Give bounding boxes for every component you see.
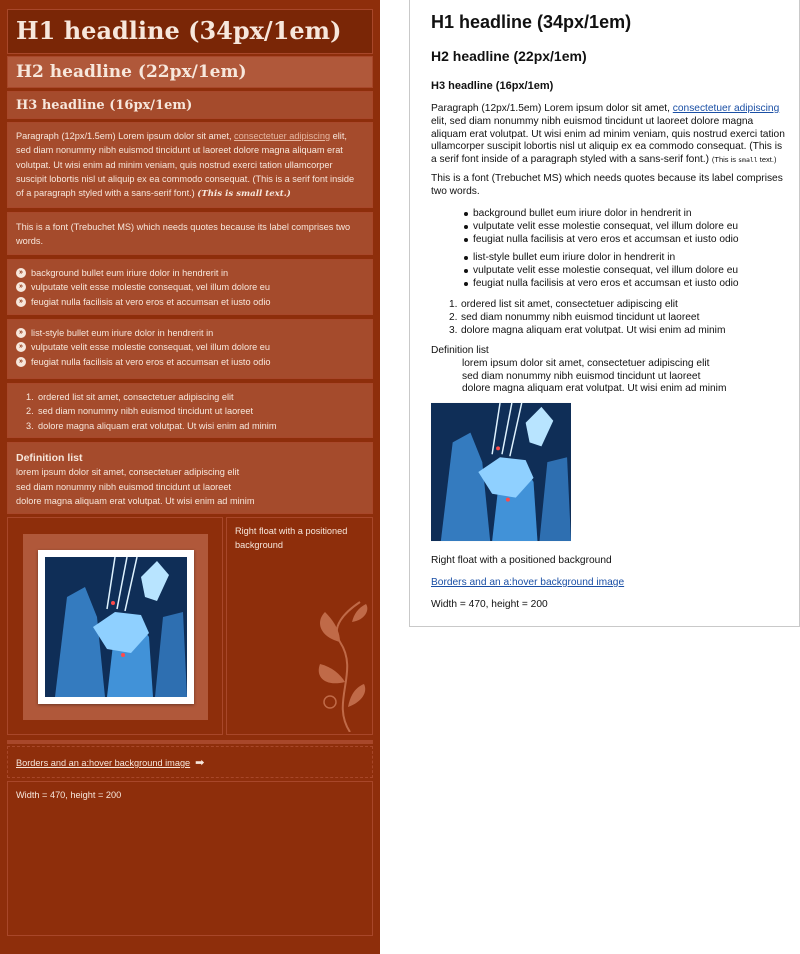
image-frame bbox=[23, 534, 208, 720]
h3-headline: H3 headline (16px/1em) bbox=[431, 80, 554, 92]
paragraph bbox=[7, 122, 373, 208]
list-item: » feugiat nulla facilisis at vero eros et accumsan et iusto odio bbox=[16, 295, 364, 309]
ordered-list bbox=[7, 383, 373, 438]
list-item: list-style bullet eum iriure dolor in hendrerit in bbox=[431, 252, 761, 265]
bullet-dot-icon bbox=[464, 238, 468, 242]
list-item: vulputate velit esse molestie consequat, vel illum dolore eu bbox=[431, 221, 761, 234]
list-item: feugiat nulla facilisis at vero eros et accumsan et iusto odio bbox=[431, 278, 761, 291]
bullet-dot-icon bbox=[464, 225, 468, 229]
circled-double-chevron-icon: » bbox=[16, 297, 26, 307]
borders-link-box bbox=[7, 746, 373, 778]
definition-list bbox=[431, 345, 726, 396]
float-text: Right float with a positioned background bbox=[235, 526, 348, 550]
ordered-list bbox=[431, 299, 761, 337]
dental-xray-image bbox=[431, 402, 571, 542]
list-item: 2. sed diam nonummy nibh euismod tincidunt ut laoreet bbox=[26, 406, 254, 417]
trebuchet-paragraph: This is a font (Trebuchet MS) which needs quotes because its label comprises two words. bbox=[431, 173, 783, 197]
list-item: 1. ordered list sit amet, consectetuer adipiscing elit bbox=[26, 392, 234, 402]
list-style-bullet-list bbox=[431, 252, 761, 290]
list-item: » background bullet eum iriure dolor in hendrerit in bbox=[16, 266, 364, 280]
h2-headline: H2 headline (22px/1em) bbox=[7, 56, 373, 88]
image bbox=[431, 402, 571, 547]
width-text: Width = 470, height = 200 bbox=[431, 599, 548, 610]
paragraph-link[interactable]: consectetuer adipiscing bbox=[672, 103, 780, 114]
definition-description: lorem ipsum dolor sit amet, consectetuer adipiscing elit bbox=[462, 357, 710, 369]
list-item: » list-style bullet eum iriure dolor in hendrerit in bbox=[16, 326, 364, 340]
paragraph-link[interactable]: consectetuer adipiscing bbox=[234, 131, 331, 141]
h2-headline: H2 headline (22px/1em) bbox=[431, 48, 587, 64]
circled-double-chevron-icon: » bbox=[16, 282, 26, 292]
small-text: (This is small text.) bbox=[711, 155, 777, 165]
list-item: vulputate velit esse molestie consequat, vel illum dolore eu bbox=[431, 265, 761, 278]
background-bullet-list bbox=[431, 208, 761, 246]
trebuchet-paragraph: This is a font (Trebuchet MS) which needs quotes because its label comprises two words. bbox=[7, 212, 373, 255]
paragraph-text: Paragraph (12px/1.5em) Lorem ipsum dolor sit amet, bbox=[16, 131, 235, 141]
divider bbox=[7, 740, 373, 744]
list-item: » feugiat nulla facilisis at vero eros et accumsan et iusto odio bbox=[16, 355, 364, 369]
borders-link[interactable]: Borders and an a:hover background image bbox=[16, 758, 191, 768]
bullet-dot-icon bbox=[464, 282, 468, 286]
bullet-dot-icon bbox=[464, 269, 468, 273]
borders-link[interactable]: Borders and an a:hover background image bbox=[431, 577, 625, 588]
list-item: 2. sed diam nonummy nibh euismod tincidunt ut laoreet bbox=[449, 311, 700, 323]
definition-description: dolore magna aliquam erat volutpat. Ut wisi enim ad minim bbox=[16, 495, 255, 506]
bullet-dot-icon bbox=[464, 212, 468, 216]
circled-double-chevron-icon: » bbox=[16, 268, 26, 278]
unstyled-preview-panel bbox=[409, 0, 800, 627]
h3-headline: H3 headline (16px/1em) bbox=[7, 91, 373, 119]
paragraph: Paragraph (12px/1.5em) Lorem ipsum dolor sit amet, consectetuer adipiscing elit, sed diam nonummy nibh euismod tincidunt ut laoreet dolore magna aliquam erat volutpat. Ut wisi enim ad minim veniam, quis nostrud exerci tation ullamcorper suscipit lobortis nisl ut aliquip ex ea commodo consequat. (This is a serif font inside of a paragraph styled with a sans-serif font.) (This is small text.) bbox=[431, 103, 785, 166]
list-item: feugiat nulla facilisis at vero eros et accumsan et iusto odio bbox=[431, 234, 761, 247]
h1-headline: H1 headline (34px/1em) bbox=[7, 9, 373, 54]
list-item: » vulputate velit esse molestie consequat, vel illum dolore eu bbox=[16, 340, 364, 354]
list-item: 3. dolore magna aliquam erat volutpat. Ut wisi enim ad minim bbox=[26, 420, 277, 431]
list-item: 3. dolore magna aliquam erat volutpat. Ut wisi enim ad minim bbox=[449, 324, 726, 336]
paragraph-text-rest: elit, sed diam nonummy nibh euismod tincidunt ut laoreet dolore magna aliquam erat volutpat. Ut wisi enim ad minim veniam, quis nostrud exerci tation ullamcorper suscipit lobortis nisl ut aliquip ex ea commodo consequat. (This is a serif font inside of a paragraph styled with a sans-serif font.) bbox=[16, 131, 355, 199]
image-border bbox=[38, 550, 194, 704]
right-arrow-icon: ➡ bbox=[195, 757, 205, 769]
bullet-dot-icon bbox=[464, 256, 468, 260]
width-text: Width = 470, height = 200 bbox=[16, 790, 122, 800]
definition-description: dolore magna aliquam erat volutpat. Ut wisi enim ad minim bbox=[462, 383, 727, 395]
list-item: » vulputate velit esse molestie consequat, vel illum dolore eu bbox=[16, 280, 364, 294]
floral-ornament-icon bbox=[290, 592, 370, 732]
circled-double-chevron-icon: » bbox=[16, 357, 26, 367]
circled-double-chevron-icon: » bbox=[16, 342, 26, 352]
float-text: Right float with a positioned background bbox=[431, 555, 612, 566]
definition-description: lorem ipsum dolor sit amet, consectetuer adipiscing elit bbox=[16, 467, 240, 478]
circled-double-chevron-icon: » bbox=[16, 328, 26, 338]
list-item: 1. ordered list sit amet, consectetuer adipiscing elit bbox=[449, 299, 678, 310]
h1-headline: H1 headline (34px/1em) bbox=[431, 12, 632, 32]
right-float-box bbox=[226, 517, 373, 735]
image-container bbox=[7, 517, 223, 735]
definition-term: Definition list bbox=[16, 452, 83, 464]
definition-term: Definition list bbox=[431, 345, 489, 356]
list-item: background bullet eum iriure dolor in hendrerit in bbox=[431, 208, 761, 221]
background-bullet-list bbox=[7, 259, 373, 315]
definition-description: sed diam nonummy nibh euismod tincidunt ut laoreet bbox=[462, 370, 701, 382]
width-box bbox=[7, 781, 373, 936]
styled-preview-panel bbox=[0, 0, 380, 954]
dental-xray-image bbox=[45, 557, 187, 697]
small-text: (This is small text.) bbox=[197, 189, 291, 200]
definition-list bbox=[7, 442, 373, 514]
list-style-bullet-list bbox=[7, 319, 373, 379]
definition-description: sed diam nonummy nibh euismod tincidunt ut laoreet bbox=[16, 481, 232, 492]
